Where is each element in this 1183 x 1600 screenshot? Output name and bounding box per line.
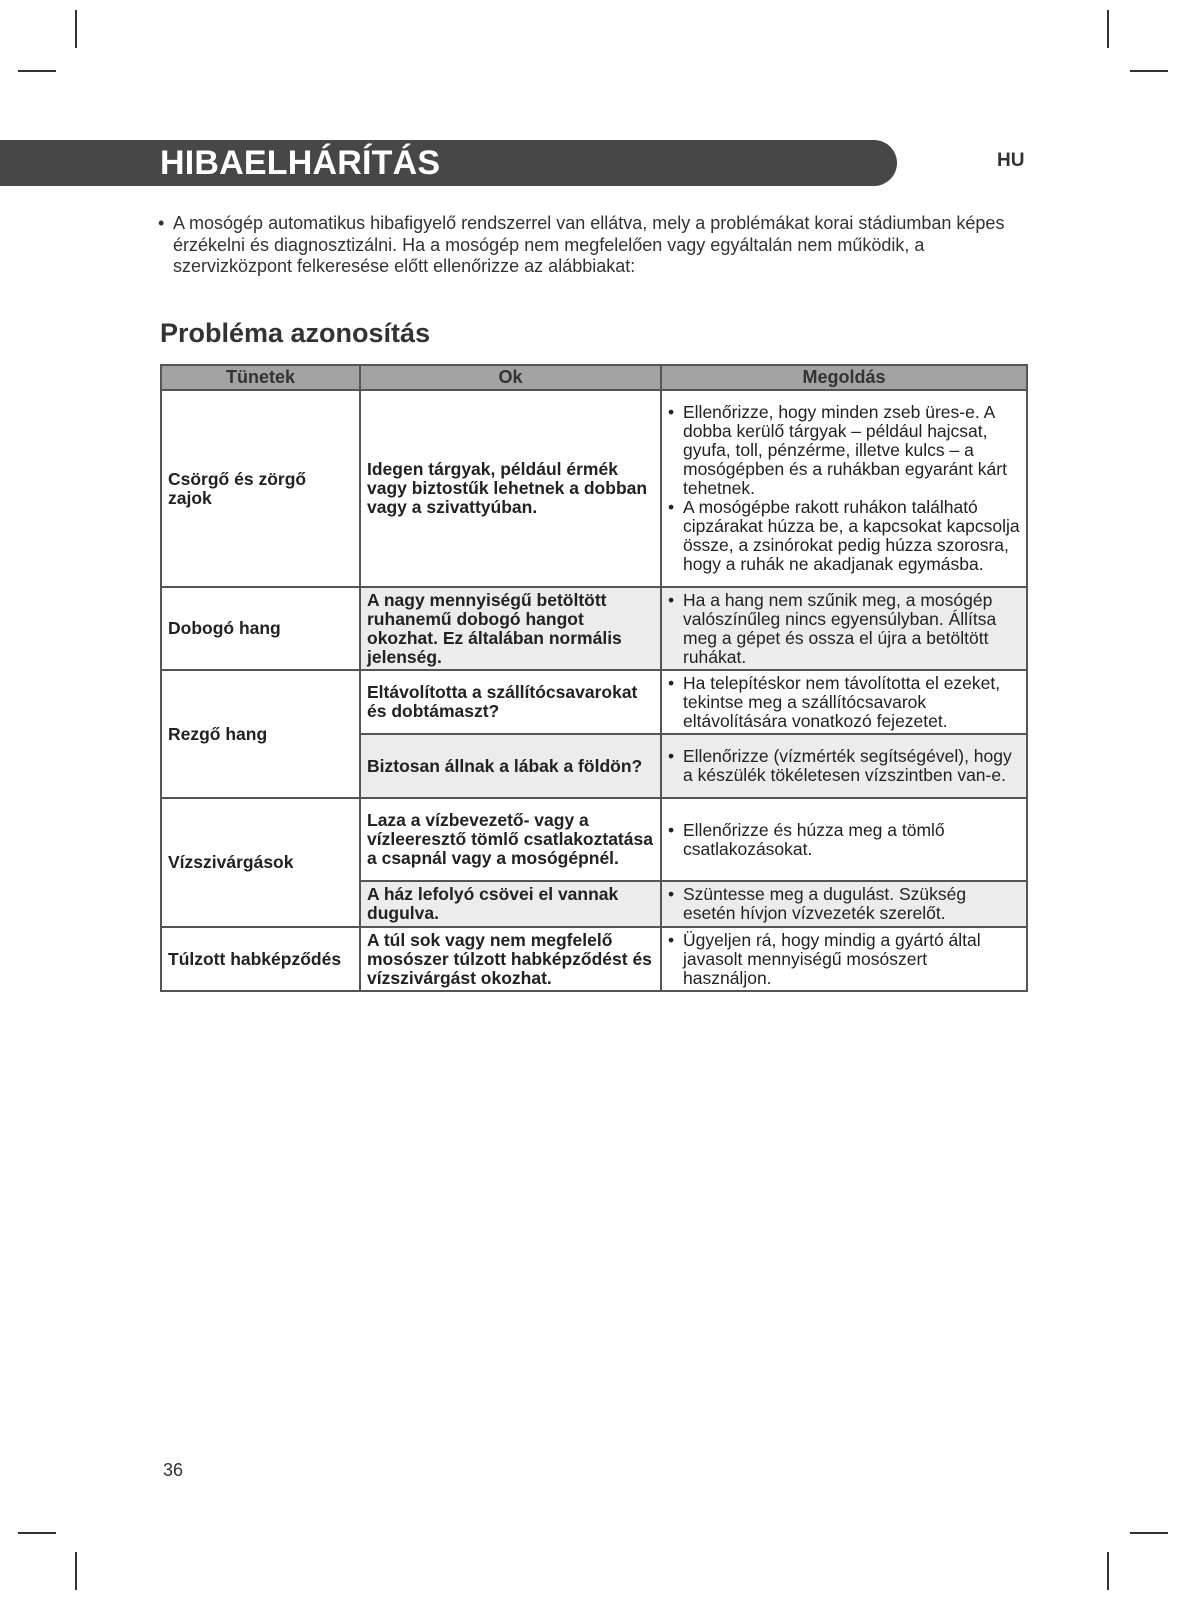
solution-item: • Szüntesse meg a dugulást. Szükség esetén hívjon vízvezeték szerelőt. (668, 885, 1020, 923)
cause-cell: Biztosan állnak a lábak a földön? (360, 734, 661, 798)
symptom-cell: Túlzott habképződés (161, 927, 360, 991)
solution-cell (661, 798, 1027, 881)
cause-cell: Laza a vízbevezető- vagy a vízleeresztő tömlő csatlakoztatása a csapnál vagy a mosógépnél. (360, 798, 661, 881)
solution-cell (661, 881, 1027, 927)
solution-cell (661, 390, 1027, 587)
solution-item: • Ha a hang nem szűnik meg, a mosógép valószínűleg nincs egyensúlyban. Állítsa meg a gépet és ossza el újra a betöltött ruhákat. (668, 591, 1020, 667)
solution-cell (661, 927, 1027, 991)
table-row (161, 927, 1027, 991)
intro-text: A mosógép automatikus hibafigyelő rendszerrel van ellátva, mely a problémákat korai stádiumban képes érzékelni és diagnosztizálni. Ha a mosógép nem megfelelően vagy egyáltalán nem működik, a szervizközpont felkeresése előtt ellenőrizze az alábbiakat: (173, 213, 1005, 276)
crop-mark (1130, 70, 1168, 72)
crop-mark (75, 10, 77, 48)
symptom-cell: Rezgő hang (161, 670, 360, 798)
table-row (161, 587, 1027, 670)
section-title: Probléma azonosítás (160, 318, 431, 348)
solution-item: • Ellenőrizze (vízmérték segítségével), hogy a készülék tökéletesen vízszintben van-e. (668, 747, 1020, 785)
cause-cell: A nagy mennyiségű betöltött ruhanemű dobogó hangot okozhat. Ez általában normális jelenség. (360, 587, 661, 670)
cause-cell: Eltávolította a szállítócsavarokat és dobtámaszt? (360, 670, 661, 734)
symptom-cell: Dobogó hang (161, 587, 360, 670)
bullet-icon: • (158, 213, 165, 233)
cause-cell: Idegen tárgyak, például érmék vagy biztostűk lehetnek a dobban vagy a szivattyúban. (360, 390, 661, 587)
solution-item: • A mosógépbe rakott ruhákon található cipzárakat húzza be, a kapcsokat kapcsolja össze, a zsinórokat pedig húzza szorosra, hogy a ruhák ne akadjanak egymásba. (668, 498, 1020, 574)
solution-cell (661, 587, 1027, 670)
column-header-symptoms: Tünetek (161, 365, 360, 390)
column-header-cause: Ok (360, 365, 661, 390)
intro-paragraph (158, 213, 1038, 278)
solution-item: • Ügyeljen rá, hogy mindig a gyártó által javasolt mennyiségű mosószert használjon. (668, 931, 1020, 988)
crop-mark (18, 1532, 56, 1534)
title-banner (0, 140, 897, 186)
solution-item: • Ellenőrizze, hogy minden zseb üres-e. A dobba kerülő tárgyak – például hajcsat, gyufa, toll, pénzérme, illetve kulcs – a mosógépben és a ruhákban egyaránt kárt tehetnek. (668, 403, 1020, 498)
symptom-cell: Csörgő és zörgő zajok (161, 390, 360, 587)
table-header-row (161, 365, 1027, 390)
crop-mark (1130, 1532, 1168, 1534)
column-header-solution: Megoldás (661, 365, 1027, 390)
table-row (161, 798, 1027, 881)
language-code: HU (997, 150, 1025, 171)
page-title: HIBAELHÁRÍTÁS (160, 144, 441, 182)
crop-mark (1107, 1552, 1109, 1590)
page-number: 36 (163, 1460, 184, 1480)
table-row (161, 390, 1027, 587)
crop-mark (75, 1552, 77, 1590)
symptom-cell: Vízszivárgások (161, 798, 360, 927)
solution-item: • Ellenőrizze és húzza meg a tömlő csatlakozásokat. (668, 821, 1020, 859)
solution-cell (661, 734, 1027, 798)
solution-cell (661, 670, 1027, 734)
cause-cell: A ház lefolyó csövei el vannak dugulva. (360, 881, 661, 927)
solution-item: • Ha telepítéskor nem távolította el ezeket, tekintse meg a szállítócsavarok eltávolítására vonatkozó fejezetet. (668, 674, 1020, 731)
troubleshooting-table (160, 364, 1028, 992)
table-row (161, 670, 1027, 734)
crop-mark (1107, 10, 1109, 48)
cause-cell: A túl sok vagy nem megfelelő mosószer túlzott habképződést és vízszivárgást okozhat. (360, 927, 661, 991)
crop-mark (18, 70, 56, 72)
